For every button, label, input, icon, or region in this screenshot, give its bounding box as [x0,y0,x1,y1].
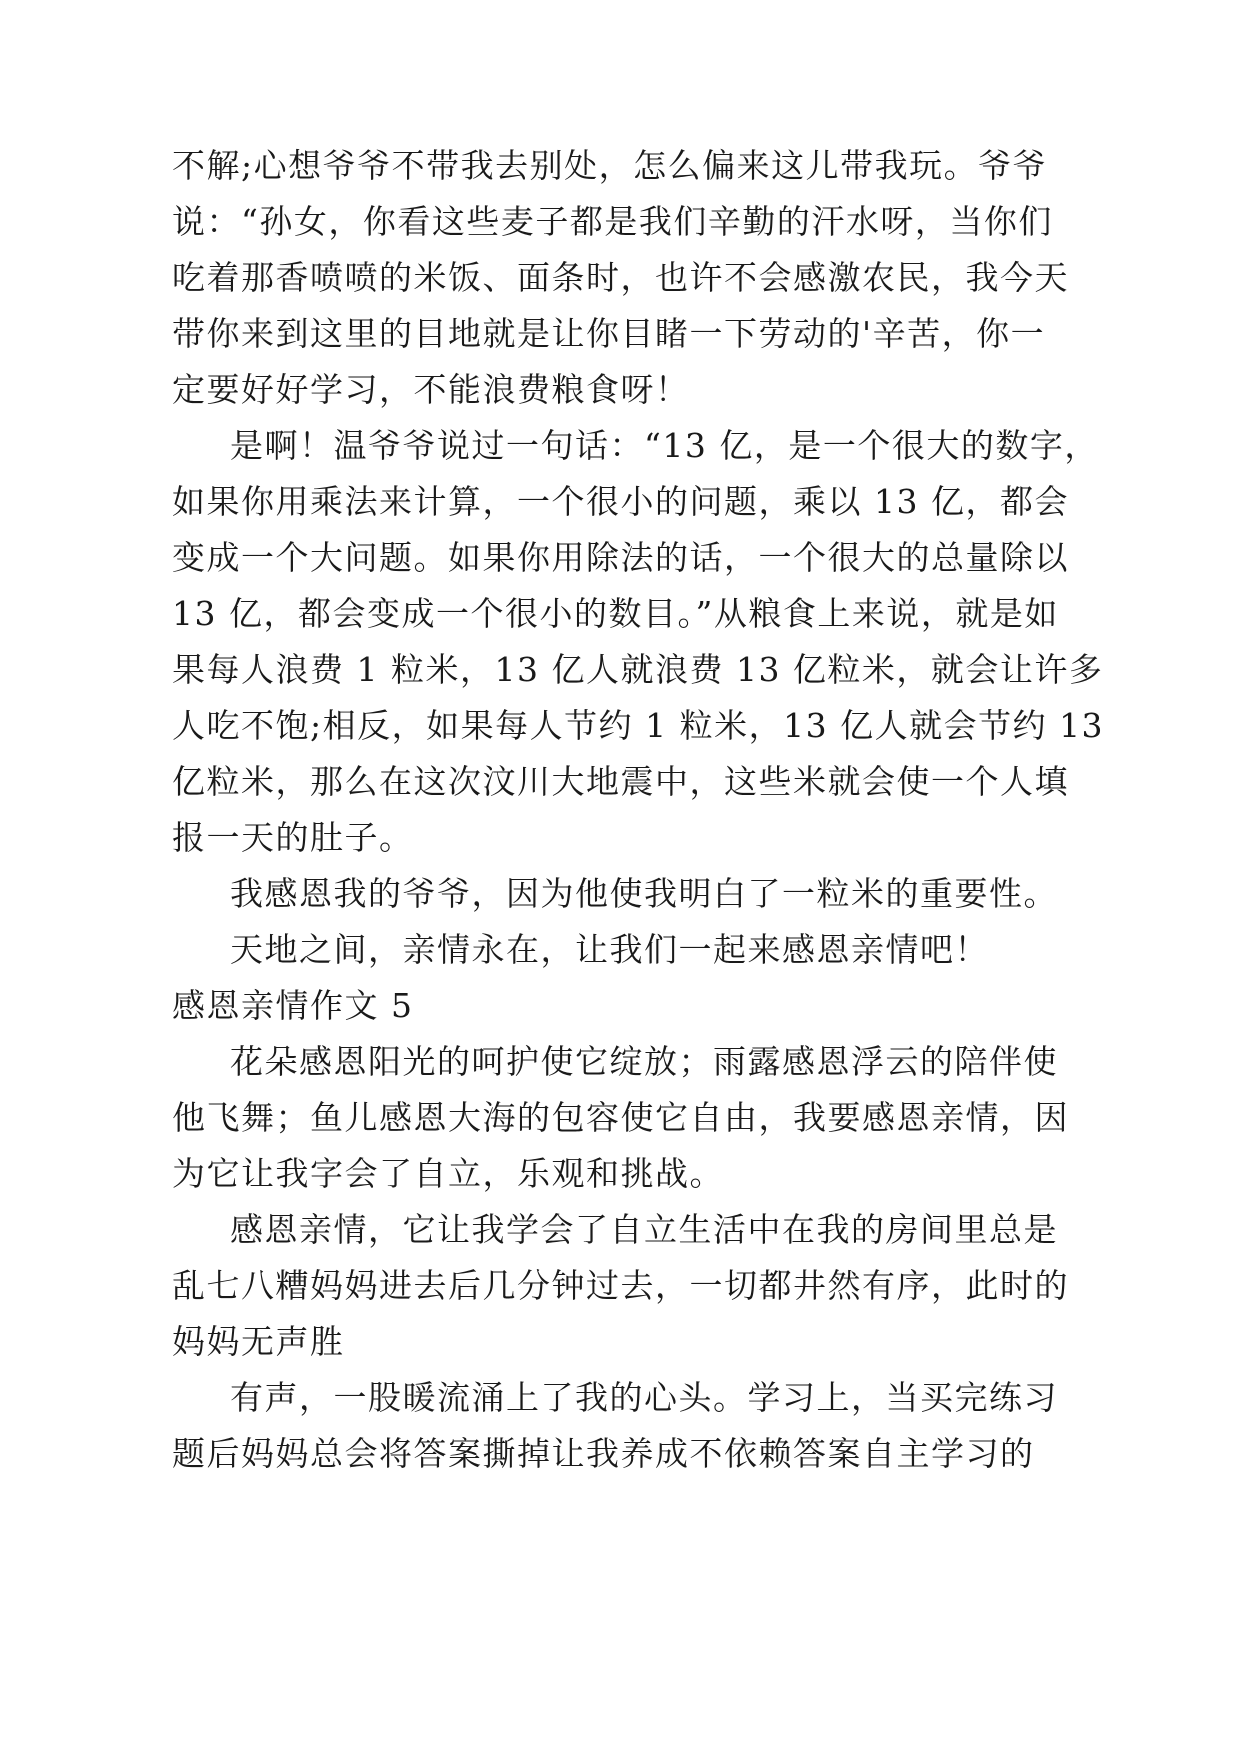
text-line: 有声，一股暖流涌上了我的心头。学习上，当买完练习 [230,1378,1058,1417]
text-line: 不解;心想爷爷不带我去别处，怎么偏来这儿带我玩。爷爷 [172,146,1048,185]
text-line: 13 亿，都会变成一个很小的数目。”从粮食上来说，就是如 [172,594,1059,633]
text-line: 天地之间，亲情永在，让我们一起来感恩亲情吧！ [230,930,989,969]
text-line: 亿粒米，那么在这次汶川大地震中，这些米就会使一个人填 [172,762,1069,801]
text-line: 妈妈无声胜 [172,1322,345,1361]
text-line: 吃着那香喷喷的米饭、面条时，也许不会感激农民，我今天 [172,258,1069,297]
text-line: 是啊！温爷爷说过一句话：“13 亿，是一个很大的数字， [230,426,1099,465]
text-line: 题后妈妈总会将答案撕掉让我养成不依赖答案自主学习的 [172,1434,1035,1473]
text-line: 说：“孙女，你看这些麦子都是我们辛勤的汗水呀，当你们 [172,202,1053,241]
text-line: 我感恩我的爷爷，因为他使我明白了一粒米的重要性。 [230,874,1058,913]
text-line: 果每人浪费 1 粒米，13 亿人就浪费 13 亿粒米，就会让许多 [172,650,1104,689]
text-line: 变成一个大问题。如果你用除法的话，一个很大的总量除以 [172,538,1069,577]
text-line: 人吃不饱;相反，如果每人节约 1 粒米，13 亿人就会节约 13 [172,706,1105,745]
text-line: 花朵感恩阳光的呵护使它绽放；雨露感恩浮云的陪伴使 [230,1042,1058,1081]
text-line: 如果你用乘法来计算，一个很小的问题，乘以 13 亿，都会 [172,482,1069,521]
section-heading: 感恩亲情作文 5 [172,986,414,1025]
text-line: 乱七八糟妈妈进去后几分钟过去，一切都井然有序，此时的 [172,1266,1069,1305]
text-line: 带你来到这里的目地就是让你目睹一下劳动的'辛苦，你一 [172,314,1046,353]
text-line: 感恩亲情，它让我学会了自立生活中在我的房间里总是 [230,1210,1058,1249]
text-line: 为它让我字会了自立，乐观和挑战。 [172,1154,724,1193]
text-line: 他飞舞；鱼儿感恩大海的包容使它自由，我要感恩亲情，因 [172,1098,1069,1137]
text-line: 定要好好学习，不能浪费粮食呀！ [172,370,690,409]
text-line: 报一天的肚子。 [172,818,414,857]
